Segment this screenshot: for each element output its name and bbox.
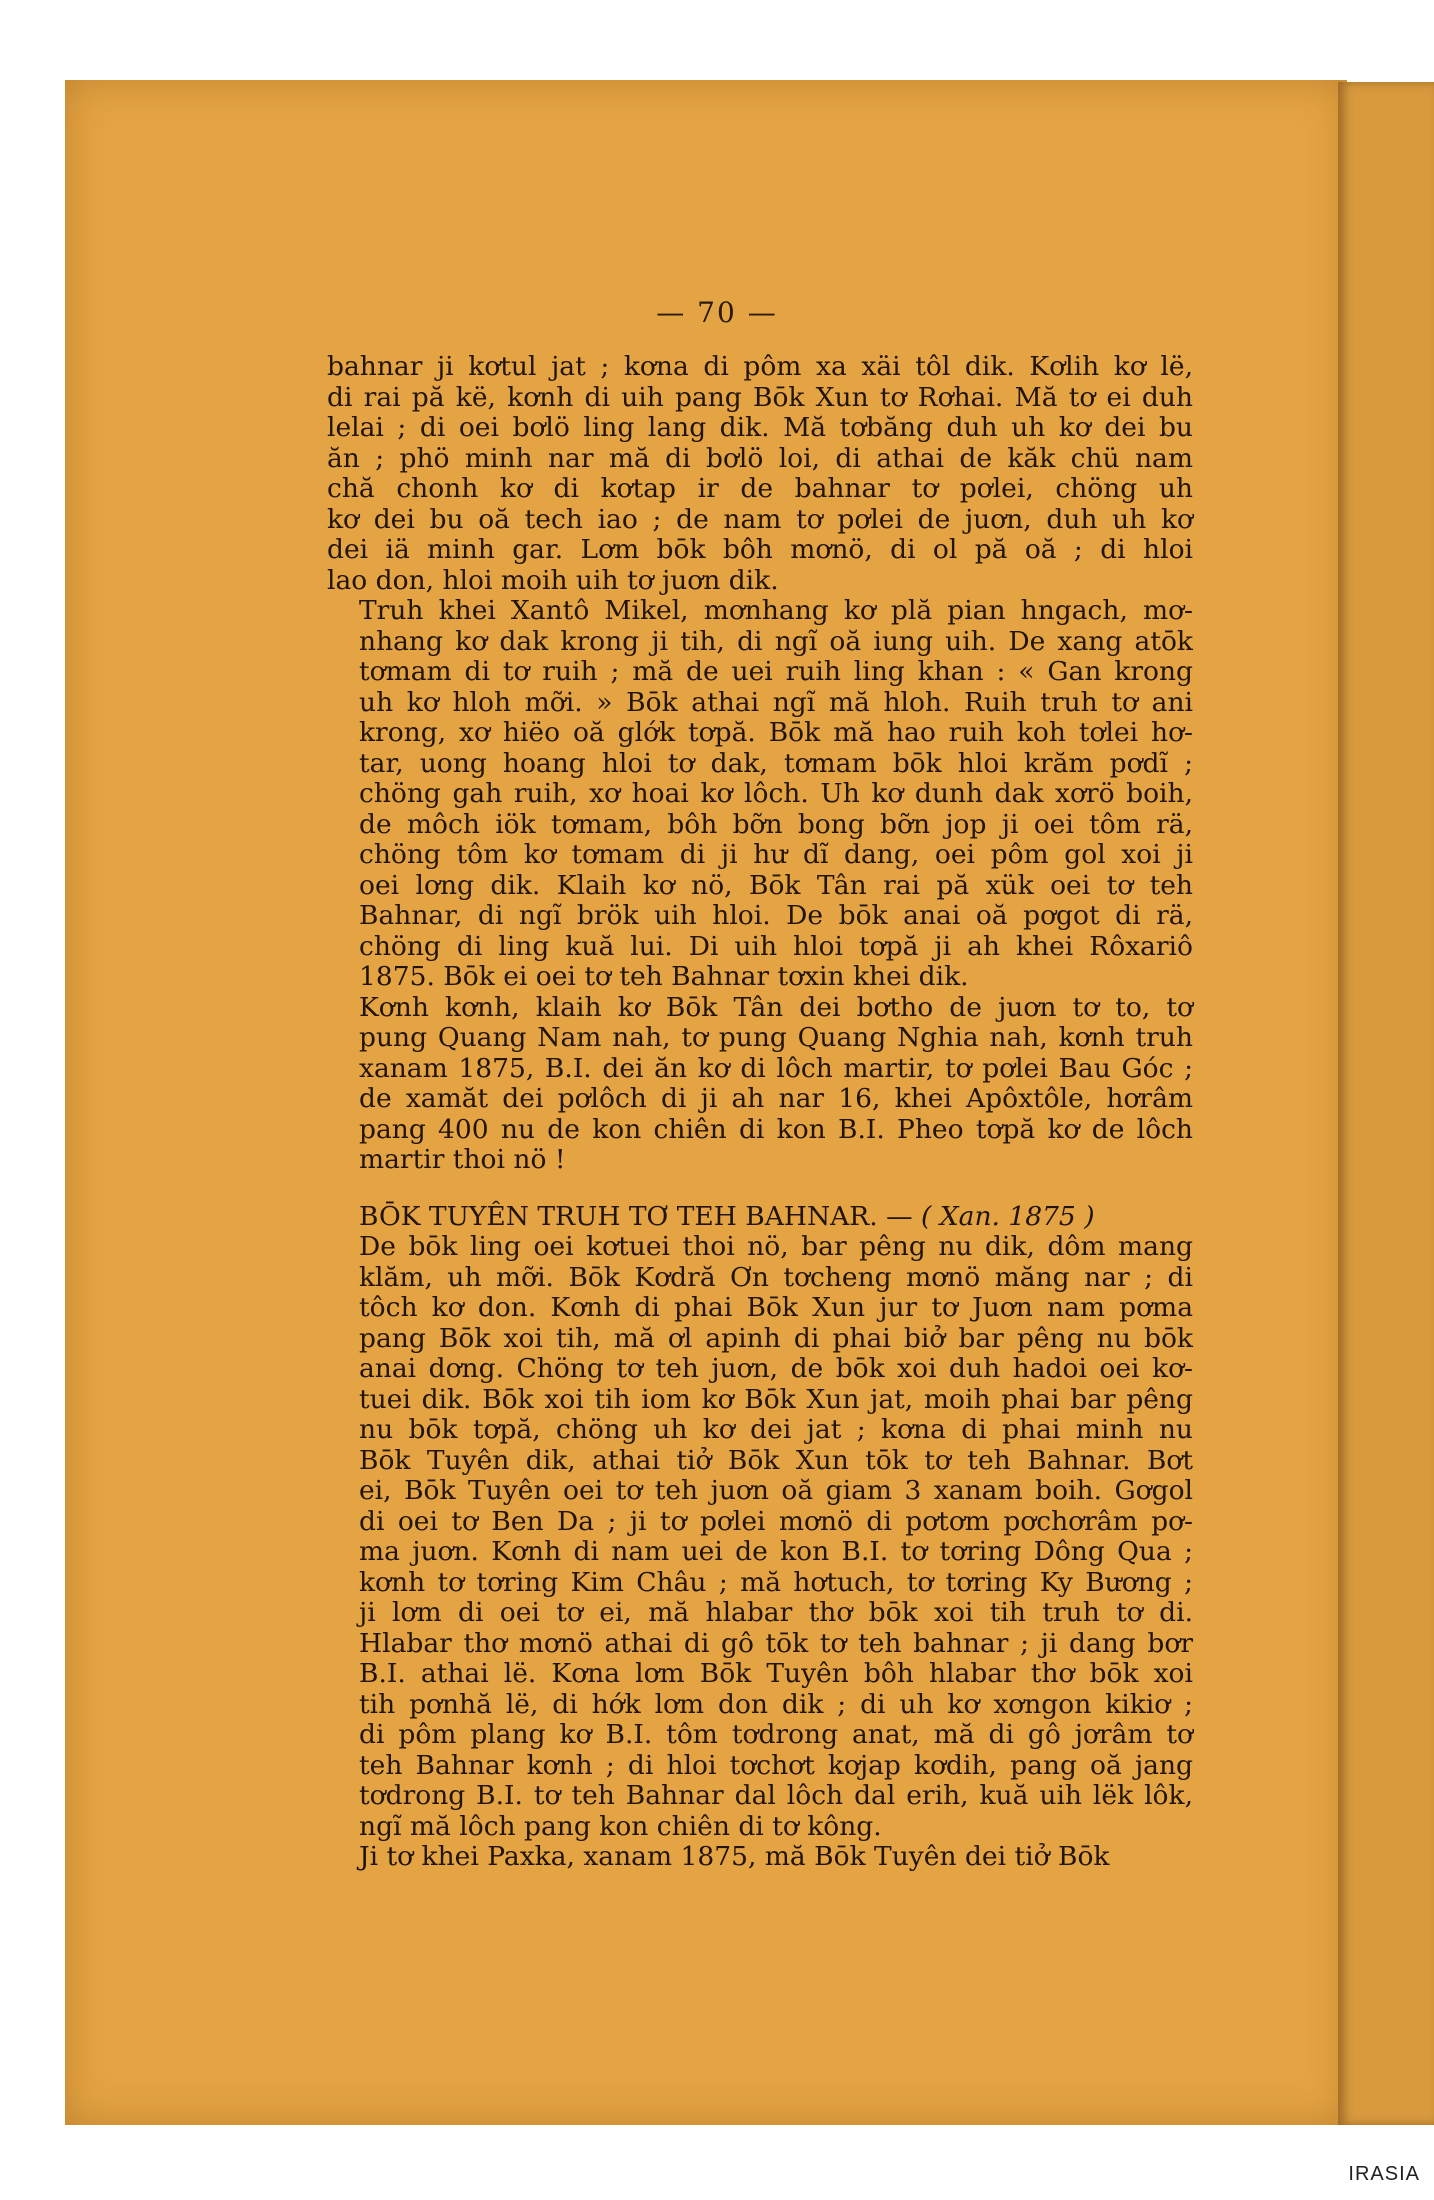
- text-line: chöng gah ruih, xơ hoai kơ lôch. Uh kơ dunh dak xơrö boih,: [359, 778, 1193, 809]
- text-line: teh Bahnar kơnh ; di hloi tơchơt kơjap kơdih, pang oă jang: [359, 1749, 1193, 1781]
- text-line: tơdrong B.I. tơ teh Bahnar dal lôch dal erih, kuă uih lëk lôk,: [359, 1780, 1193, 1811]
- text-line: chöng tôm kơ tơmam di ji hư dĩ dang, oei pôm gol xoi ji: [359, 839, 1193, 870]
- text-line: Kơnh kơnh, klaih kơ Bōk Tân dei bơtho de juơn tơ to, tơ: [359, 991, 1193, 1023]
- text-line: ei, Bōk Tuyên oei tơ teh juơn oă giam 3 xanam boih. Gơgol: [359, 1475, 1193, 1506]
- text-line: dei iä minh gar. Lơm bōk bôh mơnö, di ol pă oă ; di hloi: [327, 534, 1193, 565]
- text-line: chöng di ling kuă lui. Di uih hloi tơpă ji ah khei Rôxariô: [359, 930, 1193, 962]
- text-line: bahnar ji kơtul jat ; kơna di pôm xa xäi tôl dik. Kơlih kơ lë,: [327, 351, 1193, 382]
- text-line: ji lơm di oei tơ ei, mă hlabar thơ bōk xoi tih truh tơ di.: [359, 1597, 1193, 1628]
- text-line: klăm, uh mỡi. Bōk Kơdră Ơn tơcheng mơnö măng nar ; di: [359, 1261, 1193, 1293]
- paragraph: [327, 596, 1193, 993]
- text-line: lelai ; di oei bơlö ling lang dik. Mă tơbăng duh uh kơ dei bu: [327, 412, 1193, 443]
- text-line: di oei tơ Ben Da ; ji tơ pơlei mơnö di pơtơm pơchơrâm pơ-: [359, 1505, 1193, 1537]
- text-line: krong, xơ hiëo oă glớk tơpă. Bōk mă hao ruih koh tơlei hơ-: [359, 717, 1193, 748]
- text-line: nu bōk tơpă, chöng uh kơ dei jat ; kơna di phai minh nu: [359, 1414, 1193, 1445]
- text-line: de xamăt dei pơlôch di ji ah nar 16, khei Apôxtôle, hơrâm: [359, 1083, 1193, 1114]
- text-line: 1875. Bōk ei oei tơ teh Bahnar tơxin khei dik.: [359, 961, 969, 992]
- text-line: Bahnar, di ngĩ brök uih hloi. De bōk anai oă pơgot di rä,: [359, 900, 1193, 931]
- text-line: xanam 1875, B.I. dei ăn kơ di lôch martir, tơ pơlei Bau Góc ;: [359, 1052, 1193, 1084]
- section-heading-paragraph: [327, 1202, 1193, 1843]
- text-line: uh kơ hloh mỡi. » Bōk athai ngĩ mă hloh. Ruih truh tơ ani: [359, 686, 1193, 718]
- text-line: Ji tơ khei Paxka, xanam 1875, mă Bōk Tuyên dei tiở Bōk: [359, 1841, 1110, 1872]
- section-date: ( Xan. 1875 ): [921, 1200, 1095, 1232]
- text-line: Bōk Tuyên dik, athai tiở Bōk Xun tōk tơ teh Bahnar. Bơt: [359, 1444, 1193, 1476]
- text-line: ngĩ mă lôch pang kon chiên di tơ kông.: [359, 1810, 882, 1842]
- text-line: tôch kơ don. Kơnh di phai Bōk Xun jur tơ Juơn nam pơma: [359, 1292, 1193, 1323]
- text-line: lao don, hloi moih uih tơ juơn dik.: [327, 564, 779, 596]
- text-line: ma juơn. Kơnh di nam uei de kon B.I. tơ tơring Dông Qua ;: [359, 1536, 1193, 1567]
- text-line: tơmam di tơ ruih ; mă de uei ruih ling khan : « Gan krong: [359, 656, 1193, 687]
- paragraph: [327, 1842, 1193, 1873]
- text-line: tuei dik. Bōk xoi tih iom kơ Bōk Xun jat, moih phai bar pêng: [359, 1383, 1193, 1415]
- text-line: martir thoi nö !: [359, 1144, 566, 1175]
- text-line: Hlabar thơ mơnö athai di gô tōk tơ teh bahnar ; ji dang bơr: [359, 1627, 1193, 1659]
- text-line: de môch iök tơmam, bôh bỡn bong bỡn jop ji oei tôm rä,: [359, 808, 1193, 840]
- text-line: pang Bōk xoi tih, mă ơl apinh di phai biở bar pêng nu bōk: [359, 1322, 1193, 1354]
- text-line: Truh khei Xantô Mikel, mơnhang kơ plă pian hngach, mơ-: [359, 595, 1193, 626]
- text-line: B.I. athai lë. Kơna lơm Bōk Tuyên bôh hlabar thơ bōk xoi: [359, 1658, 1193, 1689]
- text-line: tih pơnhă lë, di hớk lơm don dik ; di uh kơ xơngon kikiơ ;: [359, 1688, 1193, 1720]
- page-number: — 70 —: [656, 296, 778, 329]
- section-heading: BŌK TUYÊN TRUH TƠ TEH BAHNAR. —: [359, 1200, 922, 1232]
- watermark: IRASIA: [1348, 2163, 1420, 2185]
- text-line: di pôm plang kơ B.I. tôm tơdrong anat, mă di gô jơrâm tơ: [359, 1719, 1193, 1750]
- text-line: pang 400 nu de kon chiên di kon B.I. Pheo tơpă kơ de lôch: [359, 1113, 1193, 1145]
- text-line: pung Quang Nam nah, tơ pung Quang Nghia nah, kơnh truh: [359, 1022, 1193, 1053]
- text-column: [327, 352, 1193, 1873]
- text-line: oei lơng dik. Klaih kơ nö, Bōk Tân rai pă xük oei tơ teh: [359, 869, 1193, 901]
- text-line: ăn ; phö minh nar mă di bơlö loi, di athai de kăk chü nam: [327, 442, 1193, 474]
- next-page-edge: [1338, 82, 1434, 2125]
- text-line: kơ dei bu oă tech iao ; de nam tơ pơlei de juơn, duh uh kơ: [327, 503, 1193, 535]
- text-line: chă chonh kơ di kơtap ir de bahnar tơ pơlei, chöng uh: [327, 473, 1193, 504]
- paragraph: [327, 993, 1193, 1176]
- text-line: anai dơng. Chöng tơ teh juơn, de bōk xoi duh hadoi oei kơ-: [359, 1353, 1193, 1384]
- paragraph: [327, 352, 1193, 596]
- text-line: nhang kơ dak krong ji tih, di ngĩ oă iung uih. De xang atōk: [359, 625, 1193, 657]
- text-line: di rai pă kë, kơnh di uih pang Bōk Xun tơ Rơhai. Mă tơ ei duh: [327, 381, 1193, 413]
- text-line: tar, uong hoang hloi tơ dak, tơmam bōk hloi krăm pơdĩ ;: [359, 747, 1193, 779]
- text-line: kơnh tơ tơring Kim Châu ; mă hơtuch, tơ tơring Ky Bương ;: [359, 1566, 1193, 1598]
- text-line: De bōk ling oei kơtuei thoi nö, bar pêng nu dik, dôm mang: [359, 1231, 1193, 1262]
